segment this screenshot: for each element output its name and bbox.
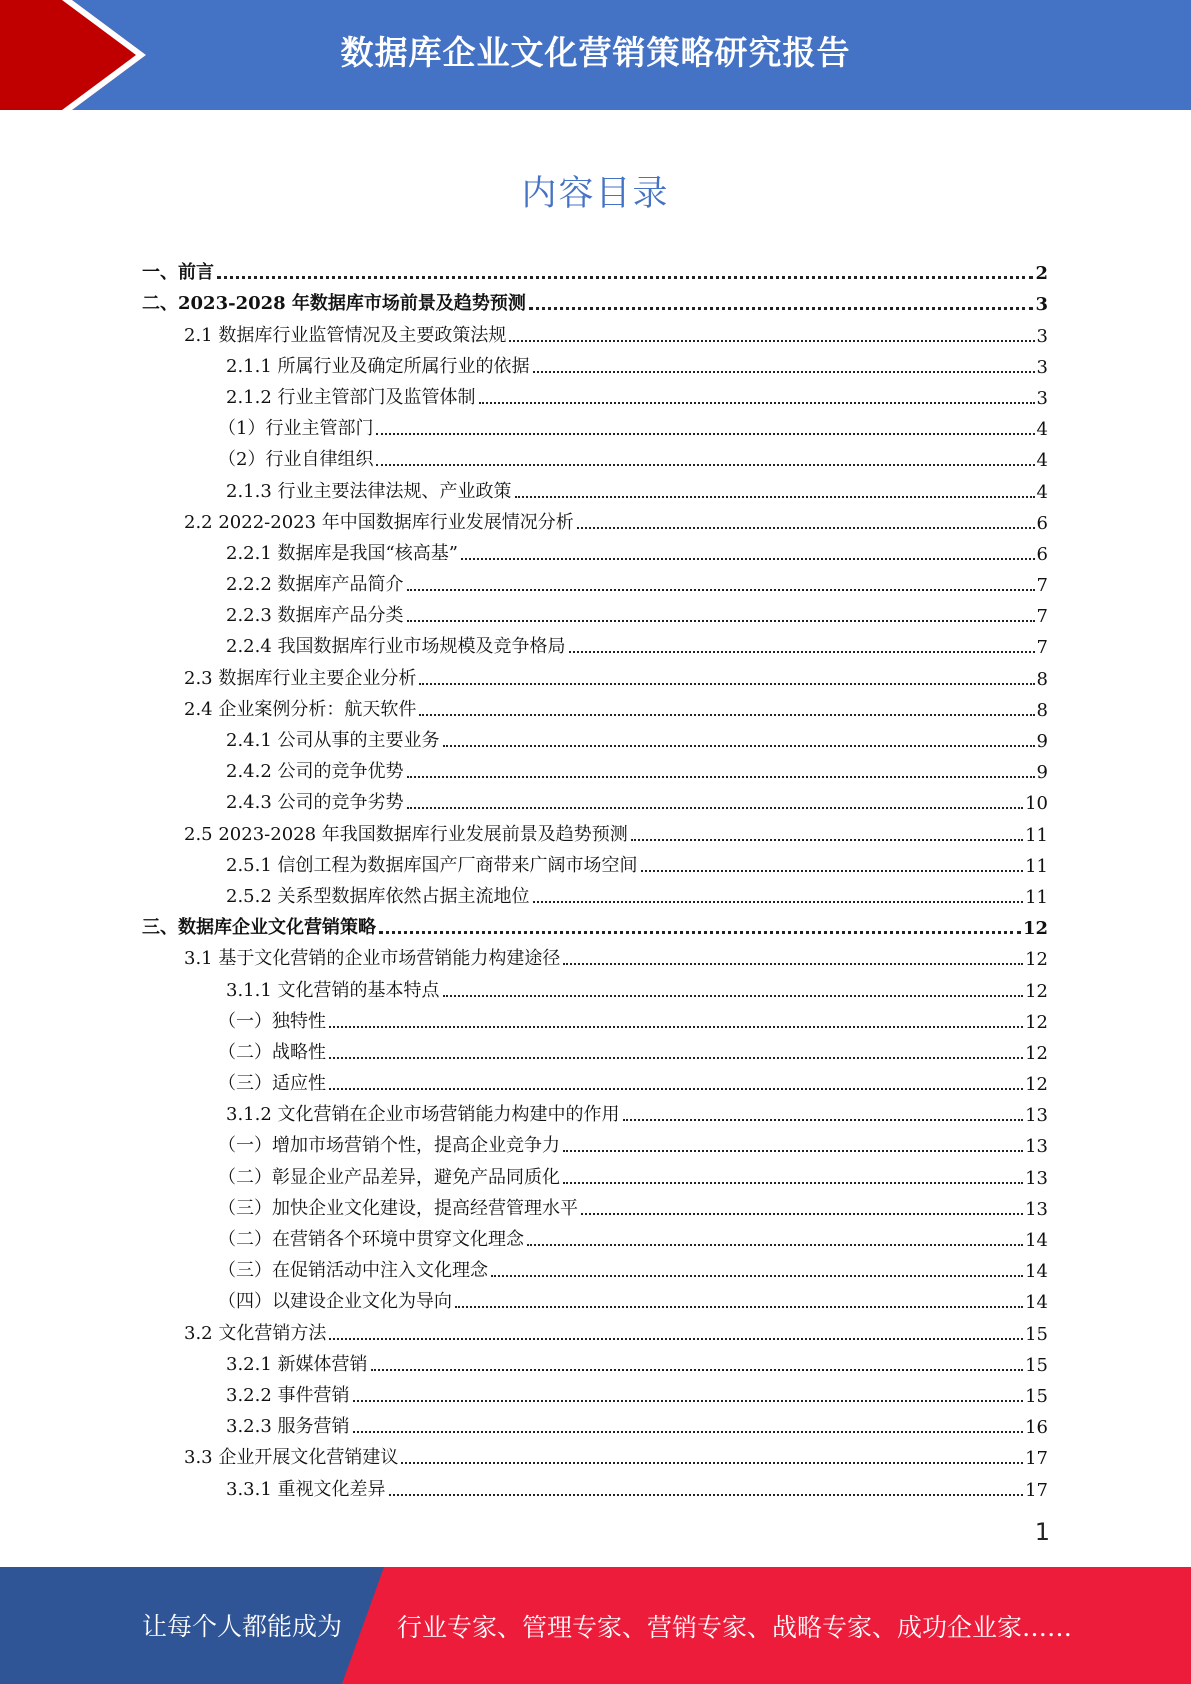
toc-entry[interactable]	[142, 1033, 1048, 1064]
toc-entry[interactable]	[142, 1438, 1048, 1469]
toc-entry-label: 3.1 基于文化营销的企业市场营销能力构建途径	[184, 948, 561, 970]
toc-entry[interactable]	[142, 1126, 1048, 1157]
toc-entry[interactable]	[142, 721, 1048, 752]
toc-entry-label: 三、数据库企业文化营销策略	[142, 917, 376, 939]
page-number: 1	[1034, 1518, 1050, 1546]
toc-dot-leader	[419, 714, 1034, 716]
toc-entry-page: 15	[1025, 1385, 1048, 1407]
toc-entry[interactable]	[142, 565, 1048, 596]
toc-entry[interactable]	[142, 347, 1048, 378]
toc-entry-page: 13	[1025, 1198, 1048, 1220]
toc-entry-label: 2.1 数据库行业监管情况及主要政策法规	[184, 324, 507, 346]
toc-entry-label: 3.2 文化营销方法	[184, 1322, 327, 1344]
toc-entry-label: （三）适应性	[218, 1073, 326, 1095]
toc-dot-leader	[329, 1057, 1023, 1059]
toc-dot-leader	[569, 651, 1035, 653]
toc-entry-page: 12	[1022, 918, 1048, 940]
toc-entry-page: 12	[1025, 980, 1048, 1002]
toc-dot-leader	[515, 496, 1035, 498]
toc-entry[interactable]	[142, 1407, 1048, 1438]
toc-dot-leader	[577, 527, 1035, 529]
toc-entry-page: 9	[1036, 731, 1048, 752]
toc-entry[interactable]	[142, 1220, 1048, 1251]
toc-entry-page: 16	[1025, 1417, 1048, 1439]
toc-entry[interactable]	[142, 596, 1048, 627]
toc-entry[interactable]	[142, 315, 1048, 346]
toc-entry-label: 2.3 数据库行业主要企业分析	[184, 667, 417, 689]
toc-entry-label: 2.4.2 公司的竞争优势	[226, 761, 404, 783]
toc-entry-page: 15	[1025, 1323, 1048, 1345]
toc-dot-leader	[563, 1182, 1023, 1184]
table-of-contents	[142, 253, 1048, 1501]
toc-dot-leader	[443, 995, 1024, 997]
toc-entry-page: 14	[1025, 1261, 1048, 1283]
toc-dot-leader	[631, 839, 1023, 841]
toc-dot-leader	[217, 276, 1033, 279]
toc-entry-page: 9	[1036, 762, 1048, 784]
toc-entry[interactable]	[142, 1157, 1048, 1188]
toc-entry-page: 13	[1025, 1105, 1048, 1127]
toc-dot-leader	[443, 745, 1035, 747]
toc-entry-label: 2.2.3 数据库产品分类	[226, 605, 404, 627]
toc-entry-label: （三）加快企业文化建设，提高经营管理水平	[218, 1197, 578, 1219]
toc-entry[interactable]	[142, 409, 1048, 440]
toc-dot-leader	[407, 776, 1035, 778]
toc-entry-label: 2.5.1 信创工程为数据库国产厂商带来广阔市场空间	[226, 854, 638, 876]
toc-entry[interactable]	[142, 1064, 1048, 1095]
toc-entry[interactable]	[142, 814, 1048, 845]
toc-entry-page: 3	[1036, 325, 1048, 347]
toc-entry[interactable]	[142, 939, 1048, 970]
toc-entry-label: （1）行业主管部门	[218, 418, 374, 440]
toc-entry-page: 6	[1036, 512, 1048, 534]
toc-entry-label: 2.4.1 公司从事的主要业务	[226, 730, 440, 751]
toc-entry[interactable]	[142, 908, 1048, 939]
toc-entry[interactable]	[142, 1376, 1048, 1407]
toc-entry[interactable]	[142, 503, 1048, 534]
toc-entry-page: 13	[1025, 1167, 1048, 1189]
toc-entry[interactable]	[142, 752, 1048, 783]
toc-dot-leader	[379, 931, 1021, 934]
toc-dot-leader	[376, 433, 1034, 435]
toc-dot-leader	[581, 1213, 1023, 1215]
toc-dot-leader	[491, 1275, 1023, 1277]
toc-entry-page: 12	[1025, 949, 1048, 971]
toc-entry-label: 2.5.2 关系型数据库依然占据主流地位	[226, 885, 530, 907]
toc-entry-page: 10	[1025, 793, 1048, 815]
toc-entry-page: 17	[1025, 1479, 1048, 1501]
toc-dot-leader	[479, 402, 1035, 404]
toc-dot-leader	[353, 1431, 1024, 1433]
toc-entry-page: 11	[1025, 824, 1048, 846]
toc-entry-label: （一）增加市场营销个性，提高企业竞争力	[218, 1135, 560, 1157]
toc-dot-leader	[455, 1306, 1023, 1308]
toc-heading: 内容目录	[521, 174, 670, 214]
toc-entry-page: 11	[1025, 886, 1048, 908]
toc-entry[interactable]	[142, 1345, 1048, 1376]
toc-entry[interactable]	[142, 1469, 1048, 1500]
toc-dot-leader	[376, 464, 1034, 466]
toc-entry[interactable]	[142, 534, 1048, 565]
toc-dot-leader	[533, 371, 1035, 373]
toc-entry-label: 2.2 2022-2023 年中国数据库行业发展情况分析	[184, 511, 574, 533]
toc-entry-label: 3.2.1 新媒体营销	[226, 1353, 368, 1375]
toc-entry-page: 12	[1025, 1074, 1048, 1096]
toc-dot-leader	[407, 620, 1035, 622]
toc-entry-label: 2.1.3 行业主要法律法规、产业政策	[226, 480, 512, 502]
toc-entry-page: 4	[1036, 481, 1048, 503]
toc-entry[interactable]	[142, 627, 1048, 658]
toc-entry-page: 4	[1036, 419, 1048, 441]
toc-entry-page: 3	[1035, 294, 1048, 316]
toc-entry-label: （一）独特性	[218, 1010, 326, 1032]
toc-entry[interactable]	[142, 970, 1048, 1001]
toc-entry-label: （二）战略性	[218, 1041, 326, 1063]
toc-entry[interactable]	[142, 1095, 1048, 1126]
toc-entry[interactable]	[142, 690, 1048, 721]
header-band	[0, 0, 1191, 110]
toc-entry-label: 3.2.2 事件营销	[226, 1384, 350, 1406]
toc-dot-leader	[371, 1369, 1024, 1371]
toc-entry[interactable]	[142, 1282, 1048, 1313]
toc-entry-label: 2.1.1 所属行业及确定所属行业的依据	[226, 355, 530, 377]
toc-dot-leader	[563, 1150, 1023, 1152]
toc-dot-leader	[529, 307, 1034, 310]
toc-entry-label: 3.1.1 文化营销的基本特点	[226, 979, 440, 1001]
toc-dot-leader	[329, 1026, 1023, 1028]
toc-entry-page: 13	[1025, 1136, 1048, 1158]
document-title: 数据库企业文化营销策略研究报告	[340, 33, 851, 72]
toc-entry[interactable]	[142, 1251, 1048, 1282]
toc-entry[interactable]	[142, 471, 1048, 502]
toc-entry[interactable]	[142, 1313, 1048, 1344]
toc-entry[interactable]	[142, 1189, 1048, 1220]
toc-entry-label: （二）彰显企业产品差异，避免产品同质化	[218, 1166, 560, 1188]
toc-dot-leader	[407, 807, 1024, 809]
toc-entry-label: 2.4.3 公司的竞争劣势	[226, 792, 404, 814]
toc-dot-leader	[533, 901, 1024, 903]
toc-entry-label: （四）以建设企业文化为导向	[218, 1291, 452, 1313]
toc-entry-label: 3.1.2 文化营销在企业市场营销能力构建中的作用	[226, 1104, 620, 1126]
toc-dot-leader	[353, 1400, 1024, 1402]
toc-entry-label: 3.2.3 服务营销	[226, 1416, 350, 1438]
toc-entry-page: 12	[1025, 1011, 1048, 1033]
toc-entry-label: 3.3.1 重视文化差异	[226, 1478, 386, 1500]
toc-entry-page: 12	[1025, 1042, 1048, 1064]
toc-entry-page: 7	[1036, 606, 1048, 628]
toc-dot-leader	[419, 683, 1034, 685]
footer-slogan-left: 让每个人都能成为	[142, 1612, 343, 1641]
toc-entry[interactable]	[142, 877, 1048, 908]
toc-entry[interactable]	[142, 253, 1048, 284]
toc-entry-label: 2.5 2023-2028 年我国数据库行业发展前景及趋势预测	[184, 823, 628, 845]
toc-dot-leader	[329, 1088, 1023, 1090]
toc-entry-page: 17	[1025, 1448, 1048, 1470]
toc-dot-leader	[527, 1244, 1023, 1246]
toc-dot-leader	[623, 1119, 1024, 1121]
toc-entry[interactable]	[142, 1002, 1048, 1033]
toc-entry-page: 7	[1036, 637, 1048, 659]
toc-entry-page: 14	[1025, 1292, 1048, 1314]
toc-entry-label: 2.4 企业案例分析：航天软件	[184, 698, 417, 720]
toc-dot-leader	[407, 589, 1035, 591]
toc-dot-leader	[461, 558, 1035, 560]
toc-entry-label: 2.1.2 行业主管部门及监管体制	[226, 386, 476, 408]
toc-entry[interactable]	[142, 783, 1048, 814]
toc-entry-label: （2）行业自律组织	[218, 449, 374, 471]
toc-dot-leader	[329, 1338, 1023, 1340]
toc-entry-page: 15	[1025, 1354, 1048, 1376]
toc-entry-page: 7	[1036, 575, 1048, 597]
toc-entry-page: 14	[1025, 1230, 1048, 1251]
toc-dot-leader	[641, 870, 1024, 872]
toc-entry-page: 11	[1025, 855, 1048, 877]
toc-entry-label: （三）在促销活动中注入文化理念	[218, 1260, 488, 1282]
toc-entry-page: 8	[1036, 699, 1048, 721]
toc-entry-page: 3	[1036, 356, 1048, 378]
toc-entry[interactable]	[142, 378, 1048, 409]
toc-dot-leader	[563, 963, 1023, 965]
footer-band	[0, 1567, 1191, 1684]
toc-entry-label: 2.2.4 我国数据库行业市场规模及竞争格局	[226, 636, 566, 658]
footer-slogan-right: 行业专家、管理专家、营销专家、战略专家、成功企业家……	[397, 1613, 1073, 1642]
toc-entry-page: 4	[1036, 450, 1048, 472]
toc-entry-label: （二）在营销各个环境中贯穿文化理念	[218, 1229, 524, 1250]
toc-entry-page: 2	[1035, 263, 1048, 285]
toc-entry[interactable]	[142, 284, 1048, 315]
toc-entry-label: 2.2.2 数据库产品简介	[226, 574, 404, 596]
toc-entry-page: 3	[1036, 387, 1048, 409]
toc-entry-page: 8	[1036, 668, 1048, 690]
toc-entry[interactable]	[142, 440, 1048, 471]
toc-dot-leader	[401, 1462, 1023, 1464]
toc-entry-label: 2.2.1 数据库是我国“核高基”	[226, 542, 458, 564]
toc-dot-leader	[389, 1494, 1024, 1496]
toc-entry[interactable]	[142, 846, 1048, 877]
toc-entry-label: 一、前言	[142, 262, 214, 284]
toc-entry[interactable]	[142, 658, 1048, 689]
toc-entry-label: 3.3 企业开展文化营销建议	[184, 1447, 399, 1469]
toc-entry-page: 6	[1036, 543, 1048, 565]
toc-dot-leader	[509, 340, 1034, 342]
toc-entry-label: 二、2023-2028 年数据库市场前景及趋势预测	[142, 293, 526, 315]
